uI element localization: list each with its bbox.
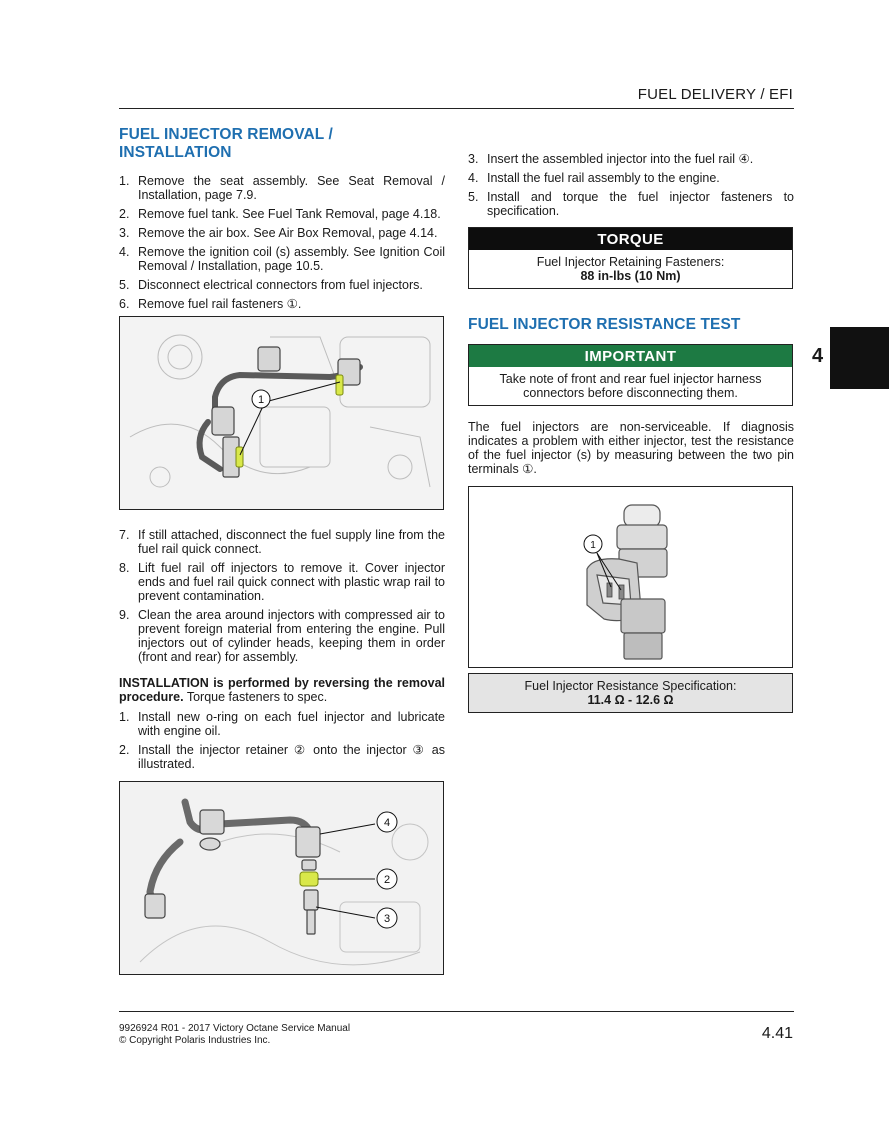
footer-info bbox=[119, 1023, 350, 1047]
torque-body bbox=[469, 250, 792, 288]
figure-callout: 2 bbox=[383, 874, 391, 886]
removal-steps-list-continued bbox=[119, 528, 445, 664]
step-text: If still attached, disconnect the fuel supply line from the fuel rail quick connect. bbox=[138, 528, 445, 556]
step-text: Install new o-ring on each fuel injector and lubricate with engine oil. bbox=[138, 710, 445, 738]
step-number: 4. bbox=[468, 171, 479, 185]
right-column bbox=[468, 152, 794, 713]
resistance-spec-box bbox=[468, 673, 793, 713]
important-text: Take note of front and rear fuel injector harness connectors before disconnecting them. bbox=[499, 372, 762, 400]
installation-note bbox=[119, 676, 445, 704]
list-item bbox=[468, 171, 794, 185]
installation-steps-list bbox=[119, 710, 445, 771]
important-heading: IMPORTANT bbox=[469, 345, 792, 367]
resistance-section-title: FUEL INJECTOR RESISTANCE TEST bbox=[468, 316, 741, 333]
step-number: 1. bbox=[119, 174, 130, 188]
injector-assembly-illustration bbox=[120, 782, 443, 974]
step-number: 2. bbox=[119, 207, 130, 221]
footer-manual-title: 9926924 R01 - 2017 Victory Octane Service Manual bbox=[119, 1023, 351, 1034]
figure-callout: 3 bbox=[383, 913, 391, 925]
step-number: 5. bbox=[468, 190, 479, 204]
chapter-tab bbox=[830, 327, 889, 389]
list-item bbox=[119, 743, 445, 771]
list-item bbox=[119, 245, 445, 273]
step-text: Install and torque the fuel injector fasteners to specification. bbox=[487, 190, 794, 218]
step-number: 7. bbox=[119, 528, 130, 542]
resistance-paragraph: The fuel injectors are non-serviceable. If diagnosis indicates a problem with either injector, test the resistance of the fuel injector (s) by measuring between the two pin terminals ①. bbox=[468, 420, 794, 476]
list-item bbox=[468, 152, 794, 166]
torque-box bbox=[468, 227, 793, 289]
resistance-spec-label: Fuel Injector Resistance Specification: bbox=[524, 679, 737, 693]
injector-retainer-figure bbox=[119, 781, 444, 975]
list-item bbox=[119, 297, 445, 311]
list-item bbox=[119, 528, 445, 556]
list-item bbox=[119, 561, 445, 603]
page-number: 4.41 bbox=[761, 1025, 793, 1042]
step-number: 4. bbox=[119, 245, 130, 259]
step-number: 9. bbox=[119, 608, 130, 622]
header-rule bbox=[119, 108, 794, 109]
step-text: Remove the ignition coil (s) assembly. See Ignition Coil Removal / Installation, page 10.5. bbox=[138, 245, 445, 273]
footer-copyright: © Copyright Polaris Industries Inc. bbox=[119, 1035, 271, 1046]
list-item bbox=[119, 710, 445, 738]
step-number: 1. bbox=[119, 710, 130, 724]
injector-illustration bbox=[469, 487, 792, 667]
step-number: 2. bbox=[119, 743, 130, 757]
torque-line-1: Fuel Injector Retaining Fasteners: bbox=[536, 255, 725, 269]
step-text: Clean the area around injectors with compressed air to prevent foreign material from entering the engine. Pull injectors out of cylinder heads, keeping them in order (front and rear) for assembly. bbox=[138, 608, 445, 664]
figure-callout: 1 bbox=[257, 394, 265, 406]
removal-steps-list bbox=[119, 174, 445, 311]
torque-heading: TORQUE bbox=[469, 228, 792, 250]
step-number: 8. bbox=[119, 561, 130, 575]
step-number: 3. bbox=[468, 152, 479, 166]
fuel-rail-illustration bbox=[120, 317, 443, 509]
running-header: FUEL DELIVERY / EFI bbox=[637, 86, 793, 103]
figure-callout: 4 bbox=[383, 817, 391, 829]
chapter-number: 4 bbox=[812, 345, 824, 367]
important-box bbox=[468, 344, 793, 406]
list-item bbox=[119, 207, 445, 221]
list-item bbox=[119, 608, 445, 664]
step-text: Remove the seat assembly. See Seat Removal / Installation, page 7.9. bbox=[138, 174, 445, 202]
step-number: 3. bbox=[119, 226, 130, 240]
step-text: Lift fuel rail off injectors to remove it. Cover injector ends and fuel rail quick connect with plastic wrap rail to prevent contamination. bbox=[138, 561, 445, 603]
step-text: Insert the assembled injector into the fuel rail ④. bbox=[487, 152, 754, 166]
installation-note-rest: Torque fasteners to spec. bbox=[183, 690, 328, 704]
torque-value: 88 in-lbs (10 Nm) bbox=[580, 269, 681, 283]
step-text: Remove the air box. See Air Box Removal, page 4.14. bbox=[138, 226, 438, 240]
installation-note-bold: INSTALLATION is performed by reversing the removal procedure. bbox=[119, 676, 445, 704]
installation-steps-list-continued bbox=[468, 152, 794, 218]
step-text: Remove fuel tank. See Fuel Tank Removal, page 4.18. bbox=[138, 207, 441, 221]
injector-pin-terminals-figure bbox=[468, 486, 793, 668]
list-item bbox=[119, 278, 445, 292]
step-number: 5. bbox=[119, 278, 130, 292]
left-column bbox=[119, 126, 445, 975]
step-text: Disconnect electrical connectors from fuel injectors. bbox=[138, 278, 423, 292]
footer-rule bbox=[119, 1011, 794, 1012]
figure-callout: 1 bbox=[590, 540, 596, 551]
resistance-spec-value: 11.4 Ω - 12.6 Ω bbox=[587, 693, 674, 707]
list-item bbox=[468, 190, 794, 218]
list-item bbox=[119, 226, 445, 240]
step-text: Install the injector retainer ② onto the injector ③ as illustrated. bbox=[138, 743, 445, 771]
step-text: Install the fuel rail assembly to the engine. bbox=[487, 171, 720, 185]
removal-section-title: FUEL INJECTOR REMOVAL / INSTALLATION bbox=[119, 126, 333, 161]
list-item bbox=[119, 174, 445, 202]
step-text: Remove fuel rail fasteners ①. bbox=[138, 297, 302, 311]
step-number: 6. bbox=[119, 297, 130, 311]
fuel-rail-fasteners-figure bbox=[119, 316, 444, 510]
